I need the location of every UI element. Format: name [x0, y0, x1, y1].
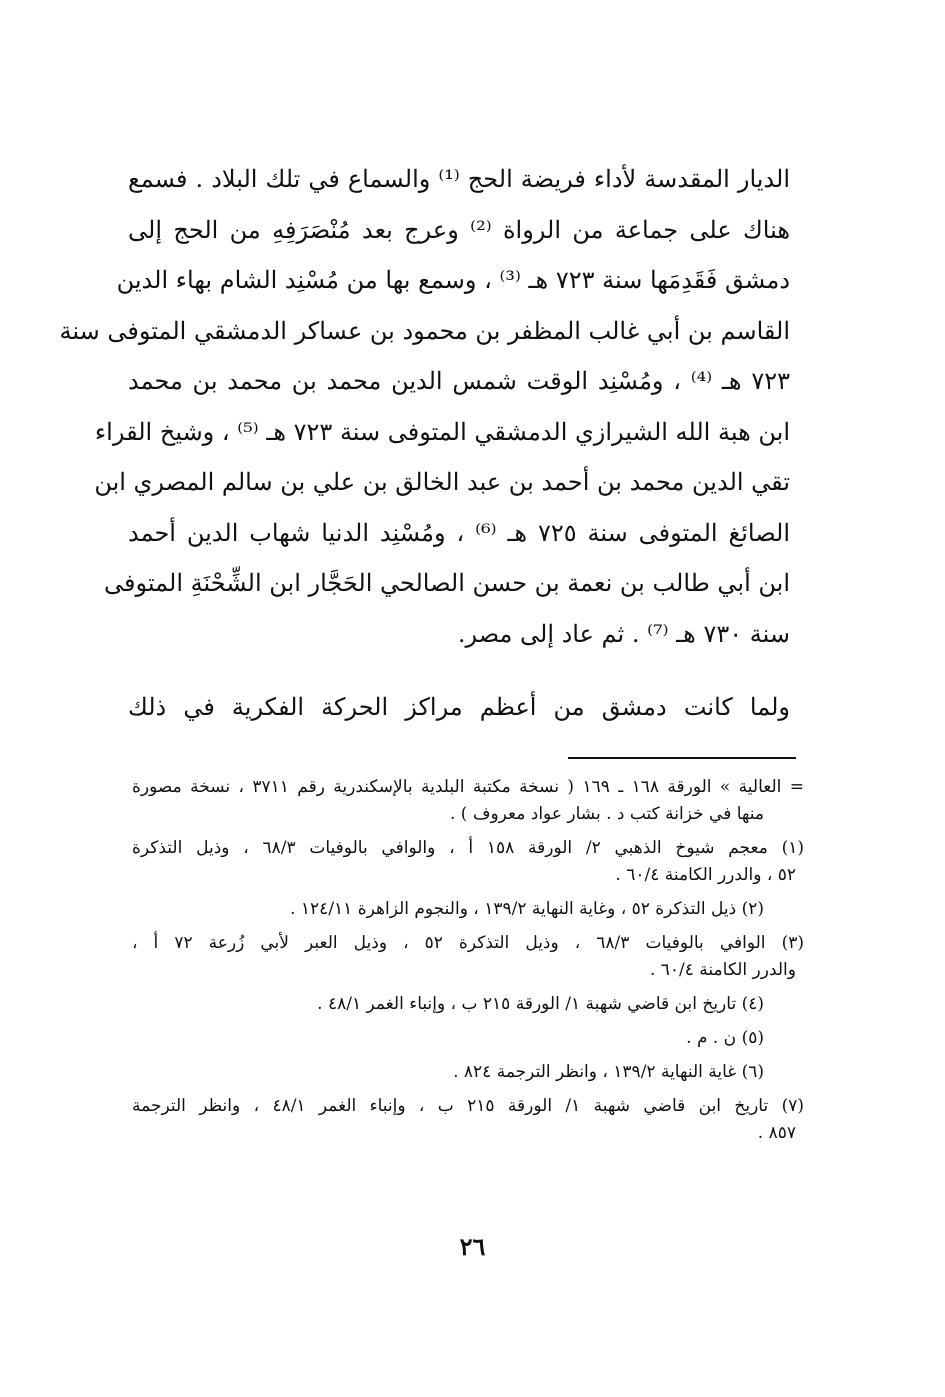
footnote-line: (٥) ن . م . — [686, 1028, 764, 1048]
footnote-3 — [132, 930, 804, 984]
footnotes — [132, 774, 804, 1154]
footnote-line: = العالية » الورقة ١٦٨ ـ ١٦٩ ( نسخة مكتبة البلدية بالإسكندرية رقم ٣٧١١ ، نسخة مصورة — [132, 777, 804, 797]
footnote-line: (٦) غاية النهاية ١٣٩/٢ ، وانظر الترجمة ٨٢٤ . — [453, 1062, 764, 1082]
body-line: ٧٢٣ هـ ⁽⁴⁾ ، ومُسْنِد الوقت شمس الدين محمد بن محمد بن محمد — [128, 367, 791, 395]
footnote-6 — [132, 1059, 804, 1086]
footnote-line: منها في خزانة كتب د . بشار عواد معروف ) . — [450, 804, 764, 824]
footnote-continuation — [132, 774, 804, 828]
footnote-line: (٧) تاريخ ابن قاضي شهبة ١/ الورقة ٢١٥ ب ، وإنباء الغمر ٤٨/١ ، وانظر الترجمة — [132, 1096, 804, 1116]
footnote-line: (٣) الوافي بالوفيات ٦٨/٣ ، وذيل التذكرة ٥٢ ، وذيل العبر لأبي زُرعة ٧٢ أ ، — [132, 933, 804, 953]
footnote-4 — [132, 991, 804, 1018]
body-paragraph-1 — [59, 154, 791, 659]
body-line: الديار المقدسة لأداء فريضة الحج ⁽¹⁾ والسماع في تلك البلاد . فسمع — [128, 165, 791, 193]
footnote-separator — [568, 757, 796, 759]
body-line: هناك على جماعة من الرواة ⁽²⁾ وعرج بعد مُنْصَرَفِهِ من الحج إلى — [128, 215, 791, 244]
page-number: ٢٦ — [459, 1232, 486, 1261]
footnote-line: ٥٢ ، والدرر الكامنة ٦٠/٤ . — [615, 865, 796, 885]
footnote-2 — [132, 896, 804, 923]
body-line: سنة ٧٣٠ هـ ⁽⁷⁾ . ثم عاد إلى مصر. — [457, 619, 790, 648]
footnote-line: (٢) ذيل التذكرة ٥٢ ، وغاية النهاية ١٣٩/٢ ، والنجوم الزاهرة ١٢٤/١١ . — [290, 899, 764, 919]
body-paragraph-2 — [128, 682, 790, 733]
body-line: دمشق فَقَدِمَها سنة ٧٢٣ هـ ⁽³⁾ ، وسمع بها من مُسْنِد الشام بهاء الدين — [116, 266, 790, 294]
body-line: ابن أبي طالب بن نعمة بن حسن الصالحي الحَجَّار ابن الشِّحْنَةِ المتوفى — [104, 569, 790, 597]
body-line: ابن هبة الله الشيرازي الدمشقي المتوفى سنة ٧٢٣ هـ ⁽⁵⁾ ، وشيخ القراء — [94, 417, 790, 446]
body-line: تقي الدين محمد بن أحمد بن عبد الخالق بن علي بن سالم المصري ابن — [94, 468, 790, 496]
body-line: القاسم بن أبي غالب المظفر بن محمود بن عساكر الدمشقي المتوفى سنة — [59, 316, 790, 345]
footnote-line: (١) معجم شيوخ الذهبي ٢/ الورقة ١٥٨ أ ، والوافي بالوفيات ٦٨/٣ ، وذيل التذكرة — [132, 838, 804, 858]
footnote-5 — [132, 1025, 804, 1052]
footnote-1 — [132, 835, 804, 889]
footnote-line: ٨٥٧ . — [757, 1123, 796, 1143]
body-line: ولما كانت دمشق من أعظم مراكز الحركة الفكرية في ذلك — [128, 693, 790, 721]
footnote-line: (٤) تاريخ ابن قاضي شهبة ١/ الورقة ٢١٥ ب ، وإنباء الغمر ٤٨/١ . — [317, 994, 764, 1014]
footnote-line: والدرر الكامنة ٦٠/٤ . — [649, 960, 796, 980]
footnote-7 — [132, 1093, 804, 1147]
body-line: الصائغ المتوفى سنة ٧٢٥ هـ ⁽⁶⁾ ، ومُسْنِد الدنيا شهاب الدين أحمد — [128, 518, 790, 547]
